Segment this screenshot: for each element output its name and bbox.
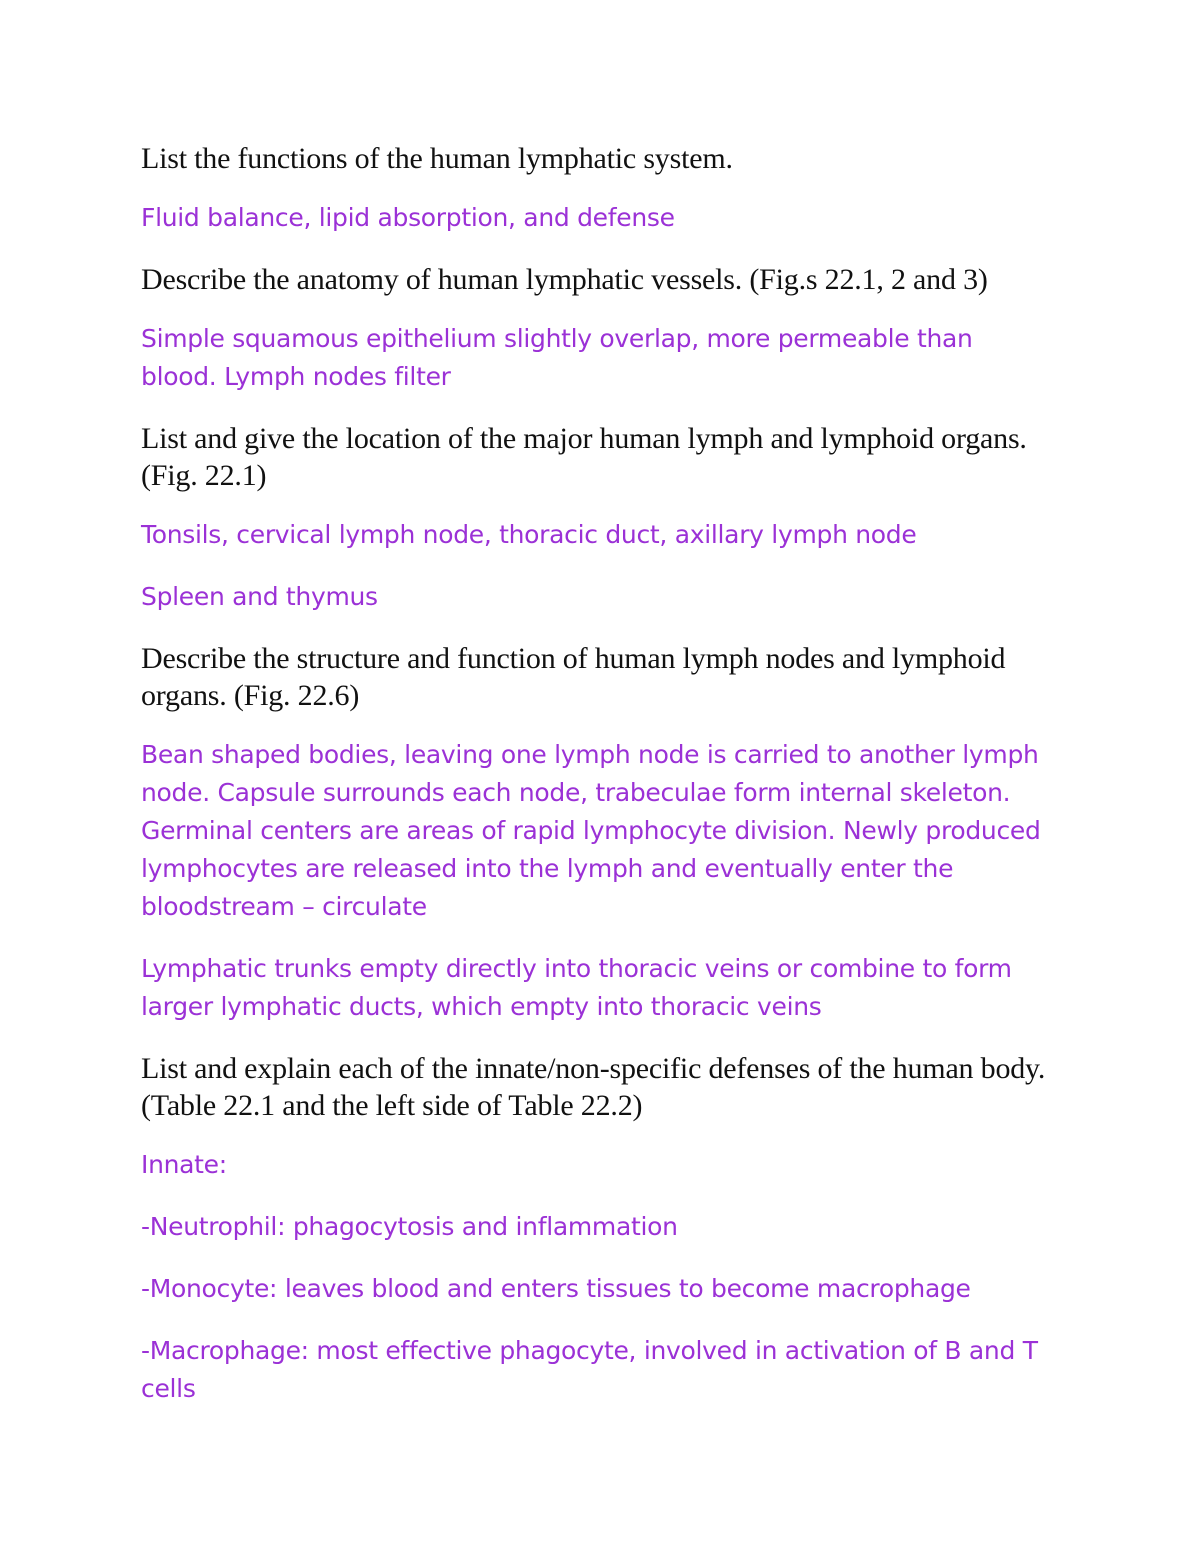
answer-lymph-organs-list: Tonsils, cervical lymph node, thoracic duct, axillary lymph node xyxy=(141,520,917,549)
answer-innate-heading: Innate: xyxy=(141,1150,227,1179)
question-lymph-node-structure: Describe the structure and function of human lymph nodes and lymphoid organs. (Fig. 22.6) xyxy=(141,642,1006,712)
answer-monocyte: -Monocyte: leaves blood and enters tissues to become macrophage xyxy=(141,1274,971,1303)
answer-spleen-thymus: Spleen and thymus xyxy=(141,582,378,611)
question-lymphoid-organs-location: List and give the location of the major human lymph and lymphoid organs. (Fig. 22.1) xyxy=(141,422,1027,492)
question-lymphatic-vessels: Describe the anatomy of human lymphatic vessels. (Fig.s 22.1, 2 and 3) xyxy=(141,263,988,296)
answer-lymphatic-trunks: Lymphatic trunks empty directly into thoracic veins or combine to form larger lymphatic ducts, which empty into thoracic veins xyxy=(141,954,1012,1021)
answer-macrophage: -Macrophage: most effective phagocyte, involved in activation of B and T cells xyxy=(141,1336,1038,1403)
answer-lymphatic-vessels: Simple squamous epithelium slightly overlap, more permeable than blood. Lymph nodes filter xyxy=(141,324,973,391)
document-page xyxy=(141,140,1051,1432)
question-innate-defenses: List and explain each of the innate/non-specific defenses of the human body. (Table 22.1 and the left side of Table 22.2) xyxy=(141,1052,1046,1122)
answer-lymph-node-structure: Bean shaped bodies, leaving one lymph node is carried to another lymph node. Capsule surrounds each node, trabeculae form internal skeleton. Germinal centers are areas of rapid lymphocyte division. Newly produced lymphocytes are released into the lymph and eventually enter the bloodstream – circulate xyxy=(141,740,1041,921)
question-lymphatic-functions: List the functions of the human lymphatic system. xyxy=(141,142,733,175)
answer-lymphatic-functions: Fluid balance, lipid absorption, and defense xyxy=(141,203,675,232)
answer-neutrophil: -Neutrophil: phagocytosis and inflammation xyxy=(141,1212,678,1241)
